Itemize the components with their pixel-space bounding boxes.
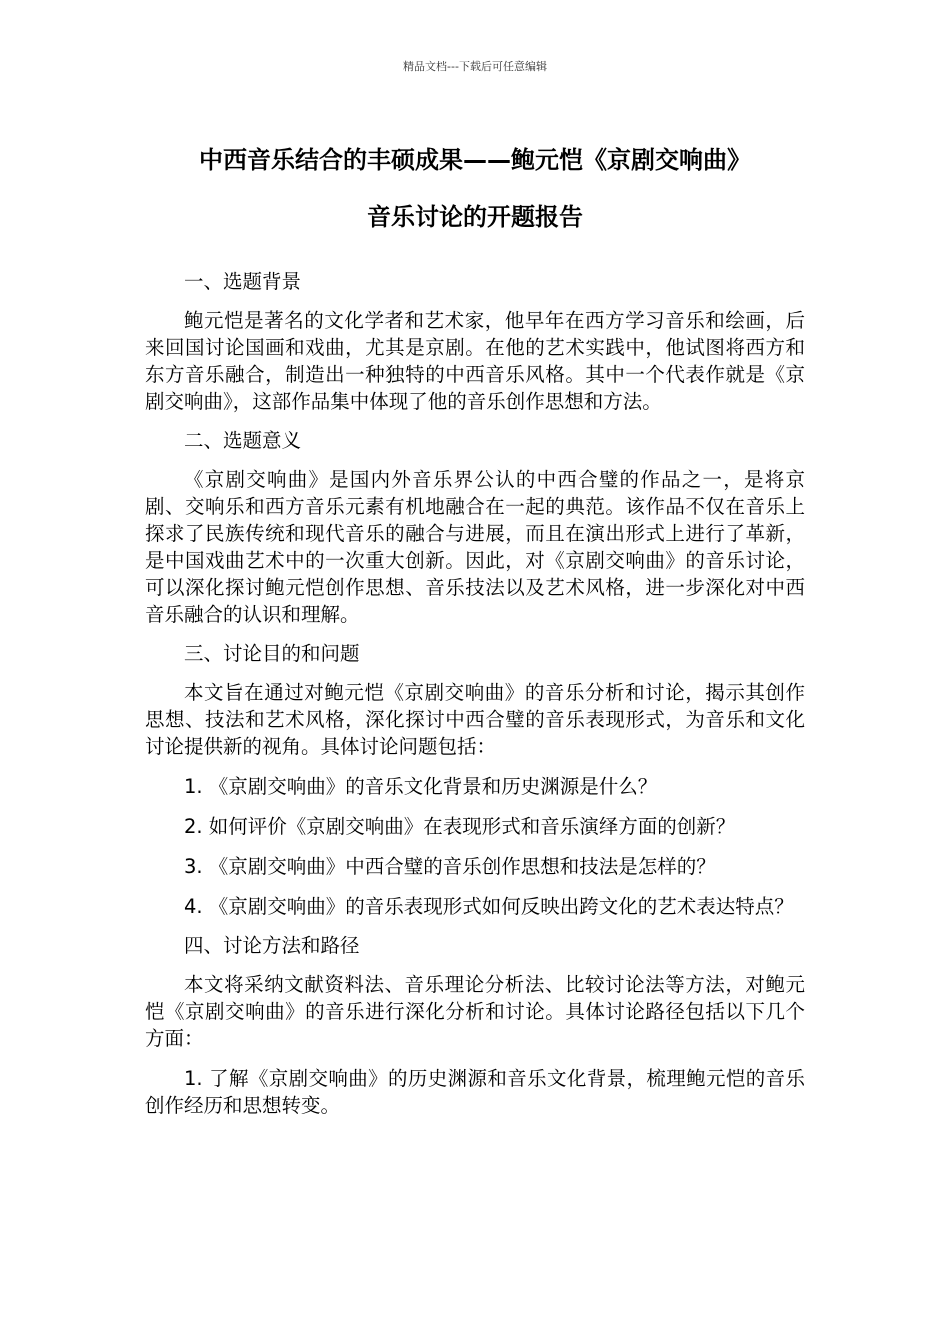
method-step-1: 1. 了解《京剧交响曲》的历史渊源和音乐文化背景，梳理鲍元恺的音乐创作经历和思想转变。 — [145, 1067, 805, 1117]
question-item-3: 3. 《京剧交响曲》中西合璧的音乐创作思想和技法是怎样的？ — [184, 855, 716, 878]
question-item-2: 2. 如何评价《京剧交响曲》在表现形式和音乐演绎方面的创新？ — [184, 815, 736, 838]
paragraph-significance: 《京剧交响曲》是国内外音乐界公认的中西合璧的作品之一，是将京剧、交响乐和西方音乐元素有机地融合在一起的典范。该作品不仅在音乐上探求了民族传统和现代音乐的融合与进展，而且在演出形式上进行了革新，是中国戏曲艺术中的一次重大创新。因此，对《京剧交响曲》的音乐讨论，可以深化探讨鲍元恺创作思想、音乐技法以及艺术风格，进一步深化对中西音乐融合的认识和理解。 — [145, 468, 805, 626]
question-item-1: 1. 《京剧交响曲》的音乐文化背景和历史渊源是什么？ — [184, 775, 658, 798]
document-body — [145, 268, 805, 1119]
section-heading-background: 一、选题背景 — [184, 270, 302, 293]
document-title-line-1: 中西音乐结合的丰硕成果——鲍元恺《京剧交响曲》 — [199, 146, 751, 174]
watermark: 精品文档---下载后可任意编辑 — [403, 60, 547, 73]
section-heading-significance: 二、选题意义 — [184, 429, 302, 452]
question-item-4: 4. 《京剧交响曲》的音乐表现形式如何反映出跨文化的艺术表达特点？ — [184, 895, 794, 918]
paragraph-method: 本文将采纳文献资料法、音乐理论分析法、比较讨论法等方法，对鲍元恺《京剧交响曲》的音乐进行深化分析和讨论。具体讨论路径包括以下几个方面： — [145, 973, 805, 1050]
section-heading-method: 四、讨论方法和路径 — [184, 934, 360, 957]
section-heading-purpose: 三、讨论目的和问题 — [184, 642, 360, 665]
document-title-line-2: 音乐讨论的开题报告 — [367, 203, 583, 231]
paragraph-purpose: 本文旨在通过对鲍元恺《京剧交响曲》的音乐分析和讨论，揭示其创作思想、技法和艺术风格，深化探讨中西合璧的音乐表现形式，为音乐和文化讨论提供新的视角。具体讨论问题包括： — [145, 681, 805, 758]
paragraph-background: 鲍元恺是著名的文化学者和艺术家，他早年在西方学习音乐和绘画，后来回国讨论国画和戏曲，尤其是京剧。在他的艺术实践中，他试图将西方和东方音乐融合，制造出一种独特的中西音乐风格。其中一个代表作就是《京剧交响曲》，这部作品集中体现了他的音乐创作思想和方法。 — [145, 309, 805, 413]
